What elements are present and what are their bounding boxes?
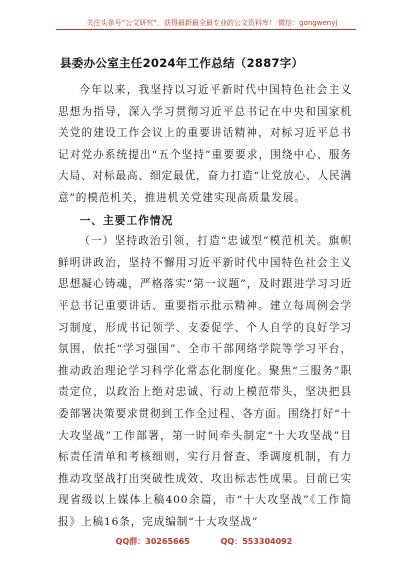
header-banner (0, 0, 408, 40)
section-heading: 一、主要工作情况 (79, 213, 174, 227)
footer-qq-group: QQ群：30265665 (115, 537, 190, 546)
section-paragraph: （一）坚持政治引领，打造“忠诚型”模范机关。旗帜鲜明讲政治，坚持不懈用习近平新时代中国特色社会主义思想凝心铸魂，严格落实“第一议题”，及时跟进学习习近平总书记重要讲话、重要指示批示精神。建立每周例会学习制度，形成书记领学、支委促学、个人自学的良好学习氛围，依托“学习强国”、全市干部网络学院等学习平台，推动政治理论学习科学化常态化制度化。聚焦“三服务”职责定位，以政治上绝对忠诚、行动上模范带头，坚决把县委部署决策要求贯彻到工作全过程、各方面。围绕打好“十大攻坚战”工作部署，第一时间牵头制定“十大攻坚战”目标责任清单和考核细则，实行月督查、季调度机制，有力推动攻坚战打出突破性成效、攻出标志性成果。目前已实现省级以上媒体上稿400余篇，市“十大攻坚战”《工作简报》上稿16条，完成编制“十大攻坚战” (58, 235, 352, 528)
document-body (58, 80, 352, 533)
header-banner-text: 关注头条号“公文研究”，获得最新最全最专业的公文资料库！ 微信：gongwenyj (86, 19, 338, 27)
footer-contact (0, 536, 408, 547)
footer-qq: QQ：553304092 (220, 537, 293, 546)
header-divider (56, 29, 356, 30)
intro-paragraph: 今年以来，我坚持以习近平新时代中国特色社会主义思想为指导，深入学习贯彻习近平总书记在中央和国家机关党的建设工作会议上的重要讲话精神，对标习近平总书记对党办系统提出“五个坚持”重要要求，围绕中心、服务大局、对标最高、细定最优，奋力打造“让党放心、人民满意”的模范机关，推进机关党建实现高质量发展。 (58, 84, 352, 204)
document-title: 县委办公室主任2024年工作总结（2887字） (60, 56, 304, 70)
